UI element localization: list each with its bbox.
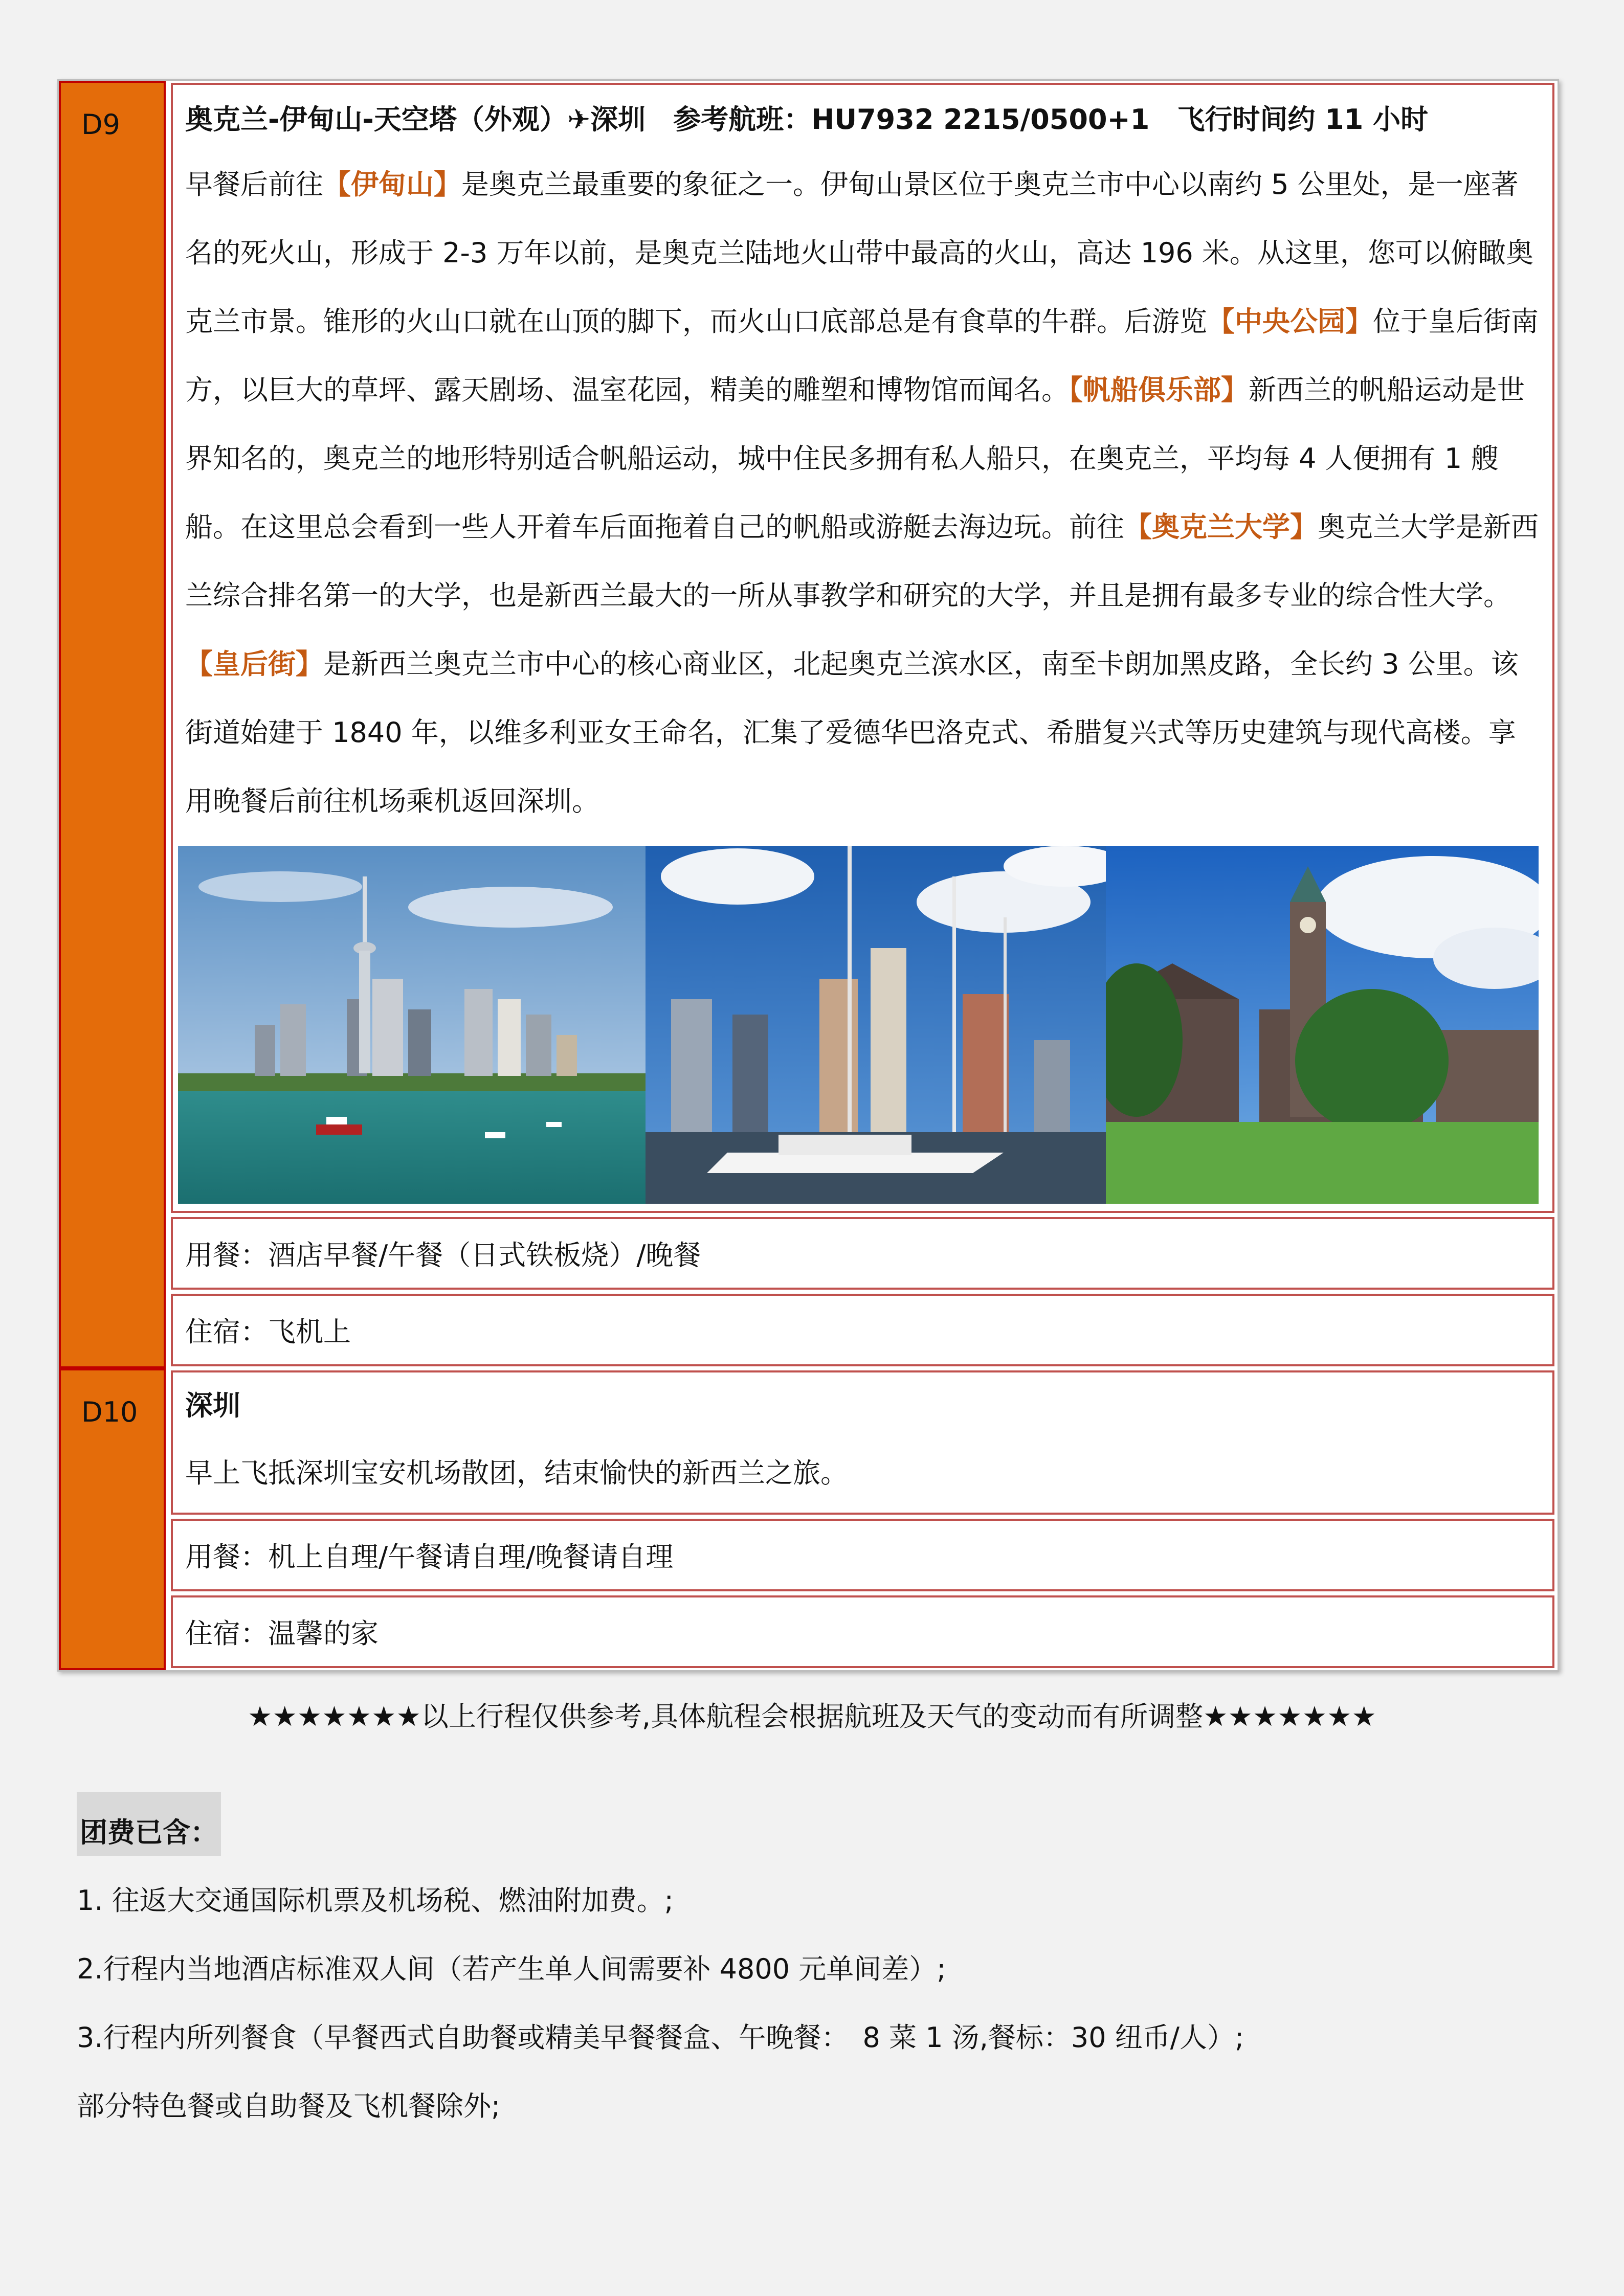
highlight-place: 【帆船俱乐部】: [1069, 374, 1249, 406]
included-list: [77, 1866, 1244, 2141]
highlight-place: 【中央公园】: [1207, 305, 1373, 337]
description-text: 早餐后前往: [185, 168, 323, 200]
day-description: [185, 150, 1540, 836]
description-text: 奥克兰大学是新西兰综合排名第一的大学，也是新西兰最大的一所从事教学和研究的大学，并且是拥有最多专业的综合性大学。: [185, 511, 1539, 612]
included-item: 1. 往返大交通国际机票及机场税、燃油附加费。;: [77, 1884, 674, 1917]
description-text: 是奥克兰最重要的象征之一。伊甸山景区位于奥克兰市中心以南约 5 公里处，是一座著名的死火山，形成于 2-3 万年以前，是奥克兰陆地火山带中最高的火山，高达 196 米。从这里，您可以俯瞰奥克兰市景。锥形的火山口就在山顶的脚下，而火山口底部总是有食草的牛群。后游览: [185, 168, 1533, 337]
highlight-place: 【伊甸山】: [323, 168, 461, 200]
day-title: 深圳: [185, 1389, 240, 1422]
section-title-included: 团费已含：: [77, 1792, 221, 1856]
included-item: 3.行程内所列餐食（早餐西式自助餐或精美早餐餐盒、午晚餐： 8 菜 1 汤,餐标：30 纽币/人）;: [77, 2021, 1244, 2054]
lodging-info: 住宿：飞机上: [171, 1294, 1554, 1366]
highlight-place: 【奥克兰大学】: [1124, 511, 1318, 543]
day-row-d10: [59, 1368, 1558, 1670]
disclaimer-note: ★★★★★★★以上行程仅供参考,具体航程会根据航班及天气的变动而有所调整★★★★★★★: [248, 1700, 1376, 1732]
photo-strip: [178, 846, 1540, 1204]
lodging-info: 住宿：温馨的家: [171, 1595, 1554, 1668]
description-text: 是新西兰奥克兰市中心的核心商业区，北起奥克兰滨水区，南至卡朗加黑皮路，全长约 3 公里。该街道始建于 1840 年，以维多利亚女王命名，汇集了爱德华巴洛克式、希腊复兴式等历史建筑与现代高楼。享用晚餐后前往机场乘机返回深圳。: [185, 648, 1519, 817]
university-clocktower-photo: [1106, 846, 1539, 1204]
auckland-skyline-photo: [178, 846, 646, 1204]
day-main-cell: [171, 1370, 1554, 1515]
day-label: D9: [59, 81, 166, 1368]
day-row-d9: [59, 81, 1558, 1368]
included-item: 2.行程内当地酒店标准双人间（若产生单人间需要补 4800 元单间差）;: [77, 1953, 946, 1985]
meal-info: 用餐：酒店早餐/午餐（日式铁板烧）/晚餐: [171, 1217, 1554, 1290]
sailboat-marina-photo: [646, 846, 1106, 1204]
day-title: 奥克兰-伊甸山-天空塔（外观）✈深圳 参考航班：HU7932 2215/0500+1 飞行时间约 11 小时: [185, 103, 1429, 136]
meal-info: 用餐：机上自理/午餐请自理/晚餐请自理: [171, 1519, 1554, 1591]
included-item: 部分特色餐或自助餐及飞机餐除外;: [77, 2090, 501, 2122]
day-main-cell: [171, 83, 1554, 1213]
itinerary-table: [57, 79, 1559, 1672]
day-description: 早上飞抵深圳宝安机场散团，结束愉快的新西兰之旅。: [185, 1457, 848, 1489]
description-text: 位于皇后街南方，以巨大的草坪、露天剧场、温室花园，精美的雕塑和博物馆而闻名。: [185, 305, 1539, 406]
description-text: 新西兰的帆船运动是世界知名的，奥克兰的地形特别适合帆船运动，城中住民多拥有私人船只，在奥克兰，平均每 4 人便拥有 1 艘船。在这里总会看到一些人开着车后面拖着自己的帆船或游艇去海边玩。前往: [185, 374, 1525, 543]
day-label: D10: [59, 1368, 166, 1670]
highlight-place: 【皇后街】: [185, 648, 323, 680]
